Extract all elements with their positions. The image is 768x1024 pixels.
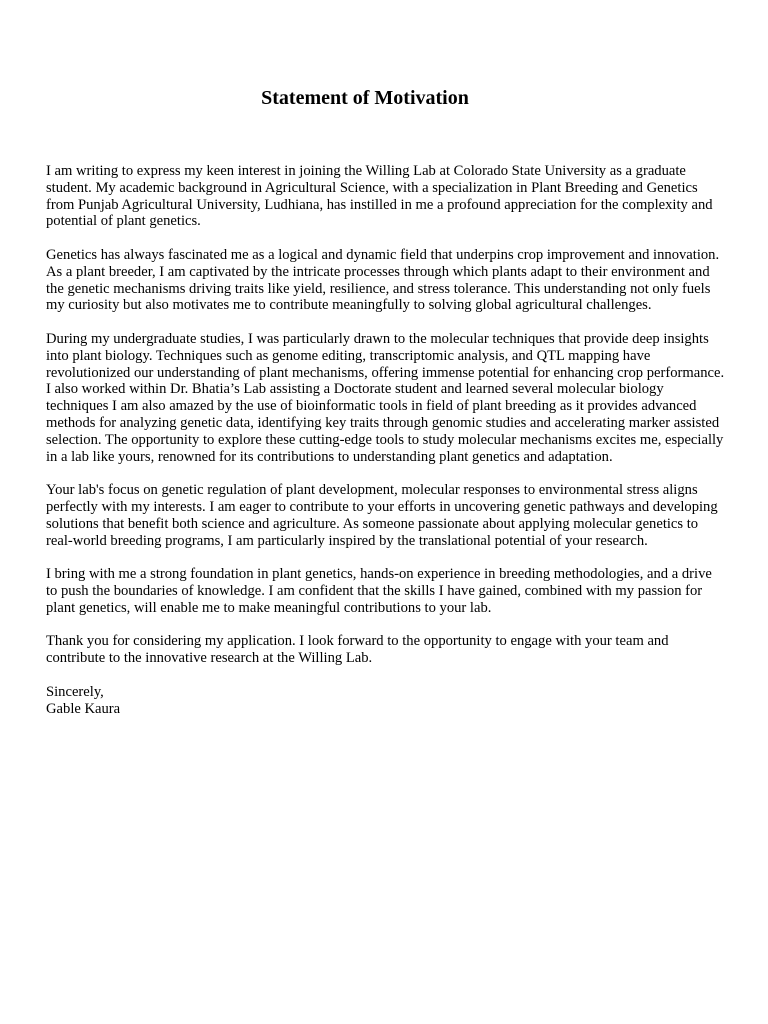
closing-block <box>46 684 726 718</box>
document-title: Statement of Motivation <box>261 87 469 109</box>
document-body <box>46 163 726 717</box>
paragraph-skills: I bring with me a strong foundation in plant genetics, hands-on experience in breeding methodologies, and a drive to push the boundaries of knowledge. I am confident that the skills I have gained, combined with my passion for plant genetics, will enable me to make meaningful contributions to your lab. <box>46 566 712 616</box>
paragraph-genetics-interest: Genetics has always fascinated me as a logical and dynamic field that underpins crop improvement and innovation. As a plant breeder, I am captivated by the intricate processes through which plants adapt to their environment and the genetic mechanisms driving traits like yield, resilience, and stress tolerance. This understanding not only fuels my curiosity but also motivates me to contribute meaningfully to solving global agricultural challenges. <box>46 246 720 314</box>
signature-name: Gable Kaura <box>46 700 121 717</box>
paragraph-thanks: Thank you for considering my application. I look forward to the opportunity to engage with your team and contribute to the innovative research at the Willing Lab. <box>46 633 669 667</box>
paragraph-undergraduate-studies: During my undergraduate studies, I was particularly drawn to the molecular techniques that provide deep insights into plant biology. Techniques such as genome editing, transcriptomic analysis, and QTL mapping have revolutionized our understanding of plant mechanisms, offering immense potential for enhancing crop performance. I also worked within Dr. Bhatia’s Lab assisting a Doctorate student and learned several molecular biology techniques I am also amazed by the use of bioinformatic tools in field of plant breeding as it provides advanced methods for analyzing genetic data, identifying key traits through genomic studies and accelerating marker assisted selection. The opportunity to explore these cutting-edge tools to study molecular mechanisms excites me, especially in a lab like yours, renowned for its contributions to understanding plant genetics and adaptation. <box>46 330 725 465</box>
paragraph-intro: I am writing to express my keen interest in joining the Willing Lab at Colorado State University as a graduate student. My academic background in Agricultural Science, with a specialization in Plant Breeding and Genetics from Punjab Agricultural University, Ludhiana, has instilled in me a profound appreciation for the complexity and potential of plant genetics. <box>46 163 713 230</box>
paragraph-lab-focus: Your lab's focus on genetic regulation of plant development, molecular responses to environmental stress aligns perfectly with my interests. I am eager to contribute to your efforts in uncovering genetic pathways and developing solutions that benefit both science and agriculture. As someone passionate about applying molecular genetics to real-world breeding programs, I am particularly inspired by the translational potential of your research. <box>46 482 718 549</box>
closing-salutation: Sincerely, <box>46 683 104 700</box>
